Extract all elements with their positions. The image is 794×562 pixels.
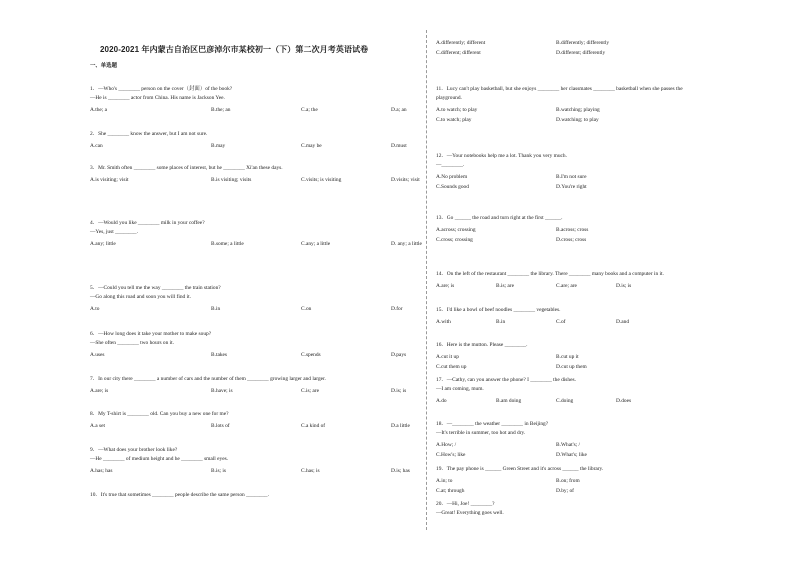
answer-option: A.are; is (90, 388, 109, 394)
answer-option: B.takes (211, 352, 228, 358)
answer-option: C.on (301, 306, 312, 312)
answer-option: D.must (391, 143, 407, 149)
question-text: 10．It's true that sometimes ________ people describe the same person ________. (90, 492, 269, 498)
question-text: 4．—Would you like ________ milk in your coffee? (90, 220, 205, 226)
answer-option: D.You're right (556, 184, 587, 190)
answer-option: D.is; has (391, 468, 410, 474)
answer-option: C.different; different (436, 50, 481, 56)
answer-option: B.differently; differently (556, 40, 610, 46)
question-text: playground. (436, 95, 462, 101)
question-text: —________. (436, 162, 465, 168)
answer-option: A.No problem (436, 174, 468, 180)
answer-option: D.visits; visit (391, 177, 420, 183)
answer-option: C.cross; crossing (436, 237, 473, 243)
answer-option: B.am doing (496, 398, 522, 404)
question-text: 6．—How long does it take your mother to make soup? (90, 331, 212, 337)
answer-option: D.and (616, 319, 630, 325)
question-text: 12．—Your notebooks help me a lot. Thank you very much. (436, 153, 567, 159)
answer-option: D.for (391, 306, 403, 312)
answer-option: C.Sounds good (436, 184, 469, 190)
answer-option: C.a kind of (301, 423, 326, 429)
answer-option: C.to watch; play (436, 117, 472, 123)
question-text: 17．—Cathy, can you answer the phone? I ________ the dishes. (436, 377, 576, 383)
answer-option: B.watching; playing (556, 107, 600, 113)
question-text: —He ________ of medium height and he ________ small eyes. (90, 456, 229, 462)
answer-option: C.doing (556, 398, 574, 404)
answer-option: C.has; is (301, 468, 320, 474)
answer-option: D.What's; like (556, 452, 587, 458)
answer-option: B.is visiting; visits (211, 177, 252, 183)
question-text: 16．Here is the mutton. Please ________. (436, 342, 528, 348)
question-text: 13．Go ______ the road and turn right at the first ______. (436, 215, 563, 221)
answer-option: B.is; is (211, 468, 226, 474)
question-text: 8．My T-shirt is ________ old. Can you buy a new one for me? (90, 411, 229, 417)
answer-option: B.on; from (556, 478, 580, 484)
answer-option: D. any; a little (391, 241, 422, 247)
question-text: 11．Lucy can't play basketball, but she enjoys ________ her classmates ________ basketball when she passes the (436, 86, 683, 92)
question-text: —She often ________ two hours on it. (90, 340, 174, 346)
question-text: 15．I'd like a bowl of beef noodles ________ vegetables. (436, 307, 561, 313)
answer-option: A.across; crossing (436, 227, 476, 233)
answer-option: A.in; to (436, 478, 453, 484)
answer-option: A.any; little (90, 241, 116, 247)
answer-option: A.to (90, 306, 100, 312)
answer-option: D.pays (391, 352, 407, 358)
question-text: 1．—Who's ________ person on the cover（封面）of the book? (90, 86, 233, 92)
answer-option: D.a; an (391, 107, 407, 113)
answer-option: A.a set (90, 423, 105, 429)
question-text: 19．The pay phone is ______ Green Street and it's across ______ the library. (436, 466, 604, 472)
question-text: —It's terrible in summer, too hot and dry. (436, 430, 526, 436)
section-heading: 一、单选题 (90, 63, 117, 69)
answer-option: B.in (496, 319, 506, 325)
answer-option: D.different; differently (556, 50, 606, 56)
answer-option: A.cut it up (436, 354, 459, 360)
question-text: 3．Mr. Smith often ________ some places of interest, but he ________ Xi'an these days. (90, 165, 283, 171)
answer-option: D.a little (391, 423, 410, 429)
question-text: —Great! Everything goes well. (436, 510, 504, 516)
answer-option: C.spends (301, 352, 321, 358)
column-divider (426, 30, 427, 530)
answer-option: C.visits; is visiting (301, 177, 342, 183)
answer-option: B.cut up it (556, 354, 579, 360)
exam-title: 2020-2021 年内蒙古自治区巴彦淖尔市某校初一（下）第二次月考英语试卷 (100, 45, 369, 54)
answer-option: C.at; through (436, 488, 465, 494)
answer-option: C.are; are (556, 283, 577, 289)
answer-option: D.is; is (391, 388, 407, 394)
answer-option: A.can (90, 143, 103, 149)
question-text: —Yes, just ________. (90, 229, 138, 235)
answer-option: A.are; is (436, 283, 455, 289)
answer-option: D.is; is (616, 283, 632, 289)
answer-option: D.by; of (556, 488, 574, 494)
answer-option: C.cut them up (436, 364, 467, 370)
answer-option: B.I'm not sure (556, 174, 587, 180)
answer-option: C.may be (301, 143, 322, 149)
answer-option: D.cross; cross (556, 237, 587, 243)
question-text: 20．—Hi, Joe! ________? (436, 501, 495, 507)
question-text: 2．She ________ know the answer, but I am not sure. (90, 131, 208, 137)
answer-option: C.is; are (301, 388, 319, 394)
answer-option: A.uses (90, 352, 105, 358)
answer-option: C.How's; like (436, 452, 466, 458)
answer-option: D.watching; to play (556, 117, 599, 123)
answer-option: A.the; a (90, 107, 108, 113)
answer-option: B.is; are (496, 283, 514, 289)
answer-option: B.lots of (211, 423, 230, 429)
answer-option: B.have; is (211, 388, 233, 394)
question-text: 18．—________ the weather ________ in Beijing? (436, 421, 549, 427)
answer-option: B.across; cross (556, 227, 589, 233)
answer-option: A.do (436, 398, 447, 404)
answer-option: A.differently; different (436, 40, 486, 46)
answer-option: A.is visiting; visit (90, 177, 129, 183)
answer-option: C.a; the (301, 107, 318, 113)
question-text: 9．—What does your brother look like? (90, 447, 178, 453)
answer-option: A.to watch; to play (436, 107, 478, 113)
answer-option: C.any; a little (301, 241, 331, 247)
answer-option: B.may (211, 143, 226, 149)
question-text: 7．In our city there ________ a number of cars and the number of them ________ growing larger and larger. (90, 376, 326, 382)
question-text: —He is ________ actor from China. His name is Jackson Yee. (90, 95, 225, 101)
answer-option: A.has; has (90, 468, 113, 474)
answer-option: B.the; an (211, 107, 231, 113)
answer-option: A.How; / (436, 442, 457, 448)
answer-option: D.cut up them (556, 364, 587, 370)
answer-option: D.does (616, 398, 632, 404)
question-text: —Go along this road and soon you will find it. (90, 294, 191, 300)
answer-option: C.of (556, 319, 566, 325)
answer-option: A.with (436, 319, 451, 325)
answer-option: B.in (211, 306, 221, 312)
question-text: 5．—Could you tell me the way ________ the train station? (90, 285, 221, 291)
question-text: —I am coming, mum. (436, 386, 484, 392)
question-text: 14．On the left of the restaurant ________ the library. There ________ many books and a computer in it. (436, 271, 664, 277)
answer-option: B.What's; / (556, 442, 581, 448)
answer-option: B.some; a little (211, 241, 244, 247)
